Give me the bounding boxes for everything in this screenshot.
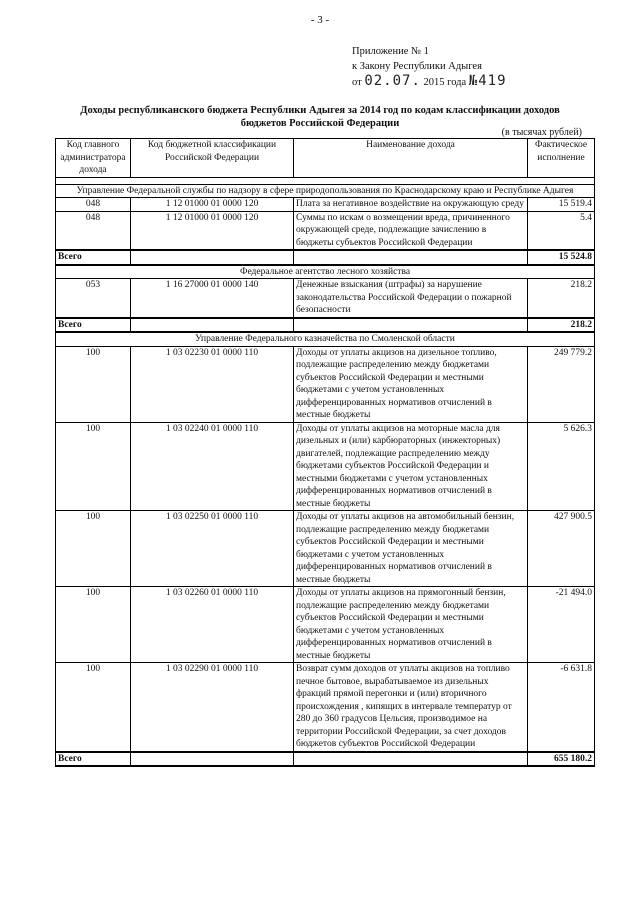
cell-admin: 048 [56, 211, 131, 250]
cell-name: Доходы от уплаты акцизов на автомобильный бензин, подлежащие распределению между бюджетами субъектов Российской Федерации и местными бюджетами с учетом установленных дифференцированных нормативов отчислений в местные бюджеты [294, 511, 528, 587]
cell-value: -6 631.8 [528, 663, 595, 752]
total-row [56, 752, 595, 767]
table-row [56, 211, 595, 250]
appendix-date: 02.07. [364, 73, 421, 89]
cell-code: 1 03 02290 01 0000 110 [131, 663, 294, 752]
cell-admin: 100 [56, 346, 131, 422]
cell-value: 249 779.2 [528, 346, 595, 422]
total-empty [131, 318, 294, 333]
cell-name: Возврат сумм доходов от уплаты акцизов на топливо печное бытовое, вырабатываемое из дизельных фракций прямой перегонки и (или) вторичного происхождения , кипящих в интервале температур от 280 до 360 градусов Цельсия, производимое на территории Российской Федерации, за счет доходов бюджетов субъектов Российской Федерации [294, 663, 528, 752]
cell-admin: 053 [56, 279, 131, 318]
total-value: 15 524.8 [528, 250, 595, 265]
total-empty [294, 250, 528, 265]
appendix-number: №419 [468, 73, 507, 89]
total-label: Всего [56, 752, 131, 767]
cell-code: 1 03 02260 01 0000 110 [131, 587, 294, 663]
table-row [56, 511, 595, 587]
table-header-row [56, 139, 595, 178]
total-empty [294, 318, 528, 333]
units-note: (в тысячах рублей) [501, 127, 582, 138]
cell-value: 218.2 [528, 279, 595, 318]
header-revenue-name: Наименование дохода [294, 139, 528, 178]
appendix-year: 2015 года [423, 77, 467, 88]
appendix-date-line [352, 74, 507, 90]
total-empty [131, 752, 294, 767]
total-row [56, 318, 595, 333]
cell-code: 1 16 27000 01 0000 140 [131, 279, 294, 318]
cell-name: Доходы от уплаты акцизов на дизельное топливо, подлежащие распределению между бюджетами субъектов Российской Федерации и местными бюджетами с учетом установленных дифференцированных нормативов отчислений в местные бюджеты [294, 346, 528, 422]
appendix-block [352, 44, 507, 90]
cell-code: 1 12 01000 01 0000 120 [131, 198, 294, 212]
total-empty [131, 250, 294, 265]
table-row [56, 346, 595, 422]
table-row [56, 279, 595, 318]
cell-name: Суммы по искам о возмещении вреда, причиненного окружающей среде, подлежащие зачислению в бюджеты субъектов Российской Федерации [294, 211, 528, 250]
cell-name: Доходы от уплаты акцизов на прямогонный бензин, подлежащие распределению между бюджетами субъектов Российской Федерации и местными бюджетами с учетом установленных дифференцированных нормативов отчислений в местные бюджеты [294, 587, 528, 663]
total-value: 218.2 [528, 318, 595, 333]
table-row [56, 663, 595, 752]
cell-code: 1 03 02230 01 0000 110 [131, 346, 294, 422]
cell-name: Денежные взыскания (штрафы) за нарушение законодательства Российской Федерации о пожарной безопасности [294, 279, 528, 318]
cell-name: Плата за негативное воздействие на окружающую среду [294, 198, 528, 212]
section-title: Управление Федерального казначейства по Смоленской области [56, 332, 595, 346]
cell-name: Доходы от уплаты акцизов на моторные масла для дизельных и (или) карбюраторных (инжекторных) двигателей, подлежащие распределению между бюджетами субъектов Российской Федерации и местными бюджетами с учетом установленных дифференцированных нормативов отчислений в местные бюджеты [294, 422, 528, 511]
section-title: Управление Федеральной службы по надзору в сфере природопользования по Краснодарскому краю и Республике Адыгея [56, 184, 595, 198]
cell-admin: 048 [56, 198, 131, 212]
cell-admin: 100 [56, 511, 131, 587]
table-row [56, 422, 595, 511]
page-number: - 3 - [310, 14, 330, 26]
cell-code: 1 03 02240 01 0000 110 [131, 422, 294, 511]
total-label: Всего [56, 318, 131, 333]
total-label: Всего [56, 250, 131, 265]
cell-value: 5.4 [528, 211, 595, 250]
table-row [56, 587, 595, 663]
cell-admin: 100 [56, 663, 131, 752]
appendix-line-2: к Закону Республики Адыгея [352, 61, 482, 72]
cell-value: 15 519.4 [528, 198, 595, 212]
revenue-table [55, 138, 595, 767]
appendix-line-1: Приложение № 1 [352, 46, 429, 57]
cell-code: 1 03 02250 01 0000 110 [131, 511, 294, 587]
section-row [56, 332, 595, 346]
cell-admin: 100 [56, 422, 131, 511]
header-budget-code: Код бюджетной классификации Российской Федерации [131, 139, 294, 178]
header-gap [56, 177, 595, 184]
document-title: Доходы республиканского бюджета Республики Адыгея за 2014 год по кодам классификации доходов бюджетов Российской Федерации [80, 105, 560, 129]
section-title: Федеральное агентство лесного хозяйства [56, 265, 595, 279]
table-row [56, 198, 595, 212]
cell-value: 5 626.3 [528, 422, 595, 511]
cell-code: 1 12 01000 01 0000 120 [131, 211, 294, 250]
header-admin-code: Код главного администратора дохода [56, 139, 131, 178]
total-empty [294, 752, 528, 767]
section-row [56, 184, 595, 198]
total-row [56, 250, 595, 265]
cell-value: -21 494.0 [528, 587, 595, 663]
cell-admin: 100 [56, 587, 131, 663]
total-value: 655 180.2 [528, 752, 595, 767]
section-row [56, 265, 595, 279]
header-actual-value: Фактическое исполнение [528, 139, 595, 178]
appendix-from-label: от [352, 77, 362, 88]
cell-value: 427 900.5 [528, 511, 595, 587]
